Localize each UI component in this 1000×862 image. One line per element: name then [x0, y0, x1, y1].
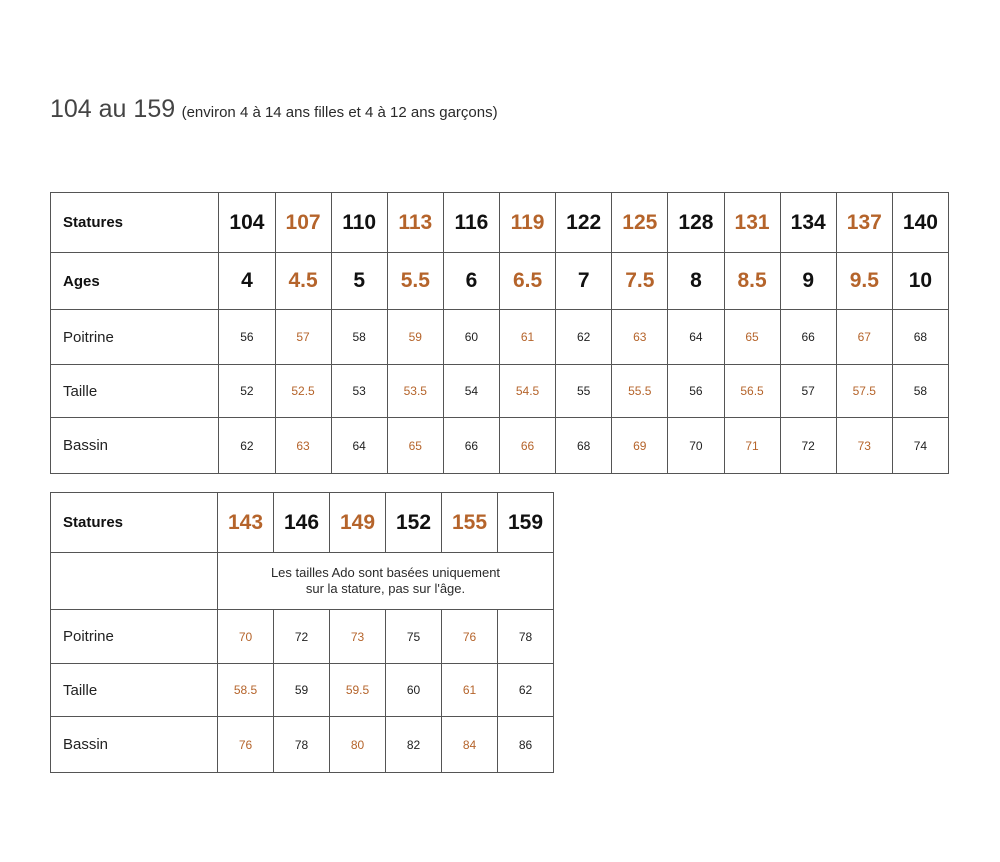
table2-row-note: [51, 553, 554, 610]
row-label-bassin: Bassin: [51, 717, 218, 773]
poitrine-value: 60: [443, 310, 499, 365]
poitrine-value: 64: [668, 310, 724, 365]
statures-value: 159: [498, 493, 554, 553]
bassin-value: 78: [274, 717, 330, 773]
statures-value: 107: [275, 193, 331, 253]
note-line-1: Les tailles Ado sont basées uniquement: [270, 565, 501, 580]
bassin-value: 74: [892, 418, 948, 474]
bassin-value: 65: [387, 418, 443, 474]
poitrine-value: 58: [331, 310, 387, 365]
bassin-value: 86: [498, 717, 554, 773]
statures-value: 155: [442, 493, 498, 553]
table1-row-statures: [51, 193, 949, 253]
ages-value: 8: [668, 253, 724, 310]
statures-value: 152: [386, 493, 442, 553]
bassin-value: 80: [330, 717, 386, 773]
ages-value: 8.5: [724, 253, 780, 310]
taille-value: 56.5: [724, 365, 780, 418]
table2-row-bassin: [51, 717, 554, 773]
ages-value: 5.5: [387, 253, 443, 310]
taille-value: 56: [668, 365, 724, 418]
table2-row-statures: [51, 493, 554, 553]
title-subtitle: (environ 4 à 14 ans filles et 4 à 12 ans garçons): [181, 104, 498, 121]
ages-value: 10: [892, 253, 948, 310]
statures-value: 113: [387, 193, 443, 253]
poitrine-value: 57: [275, 310, 331, 365]
poitrine-value: 62: [556, 310, 612, 365]
taille-value: 57: [780, 365, 836, 418]
bassin-value: 71: [724, 418, 780, 474]
ages-value: 6.5: [500, 253, 556, 310]
poitrine-value: 75: [386, 610, 442, 664]
title-main: 104 au 159: [50, 95, 176, 123]
table1-row-poitrine: [51, 310, 949, 365]
statures-value: 119: [500, 193, 556, 253]
row-label-bassin: Bassin: [51, 418, 219, 474]
row-label-statures: Statures: [51, 493, 218, 553]
bassin-value: 68: [556, 418, 612, 474]
taille-value: 58.5: [218, 664, 274, 717]
ages-value: 6: [443, 253, 499, 310]
statures-value: 146: [274, 493, 330, 553]
bassin-value: 66: [443, 418, 499, 474]
bassin-value: 73: [836, 418, 892, 474]
poitrine-value: 70: [218, 610, 274, 664]
row-label-taille: Taille: [51, 664, 218, 717]
statures-value: 104: [219, 193, 275, 253]
bassin-value: 64: [331, 418, 387, 474]
ages-value: 9: [780, 253, 836, 310]
ages-value: 4.5: [275, 253, 331, 310]
poitrine-value: 67: [836, 310, 892, 365]
taille-value: 52: [219, 365, 275, 418]
taille-value: 61: [442, 664, 498, 717]
ages-value: 4: [219, 253, 275, 310]
poitrine-value: 56: [219, 310, 275, 365]
statures-value: 143: [218, 493, 274, 553]
taille-value: 58: [892, 365, 948, 418]
ages-value: 9.5: [836, 253, 892, 310]
statures-value: 140: [892, 193, 948, 253]
taille-value: 59.5: [330, 664, 386, 717]
row-label-ages: Ages: [51, 253, 219, 310]
taille-value: 62: [498, 664, 554, 717]
statures-value: 125: [612, 193, 668, 253]
size-table-2: [50, 492, 554, 773]
statures-value: 122: [556, 193, 612, 253]
row-label-taille: Taille: [51, 365, 219, 418]
statures-value: 137: [836, 193, 892, 253]
taille-value: 54.5: [500, 365, 556, 418]
statures-value: 116: [443, 193, 499, 253]
poitrine-value: 76: [442, 610, 498, 664]
ado-size-note: [218, 553, 554, 610]
bassin-value: 84: [442, 717, 498, 773]
poitrine-value: 72: [274, 610, 330, 664]
poitrine-value: 68: [892, 310, 948, 365]
statures-value: 131: [724, 193, 780, 253]
row-label-poitrine: Poitrine: [51, 310, 219, 365]
table2-row-poitrine: [51, 610, 554, 664]
table2-row-taille: [51, 664, 554, 717]
ages-value: 7: [556, 253, 612, 310]
row-label-poitrine: Poitrine: [51, 610, 218, 664]
taille-value: 59: [274, 664, 330, 717]
bassin-value: 69: [612, 418, 668, 474]
page-title: [50, 95, 498, 124]
poitrine-value: 59: [387, 310, 443, 365]
bassin-value: 66: [500, 418, 556, 474]
statures-value: 128: [668, 193, 724, 253]
taille-value: 54: [443, 365, 499, 418]
empty-label-cell: [51, 553, 218, 610]
taille-value: 60: [386, 664, 442, 717]
poitrine-value: 65: [724, 310, 780, 365]
poitrine-value: 63: [612, 310, 668, 365]
ages-value: 7.5: [612, 253, 668, 310]
ages-value: 5: [331, 253, 387, 310]
bassin-value: 82: [386, 717, 442, 773]
statures-value: 134: [780, 193, 836, 253]
taille-value: 53: [331, 365, 387, 418]
poitrine-value: 78: [498, 610, 554, 664]
bassin-value: 63: [275, 418, 331, 474]
row-label-statures: Statures: [51, 193, 219, 253]
bassin-value: 62: [219, 418, 275, 474]
table1-row-taille: [51, 365, 949, 418]
table1-row-ages: [51, 253, 949, 310]
statures-value: 110: [331, 193, 387, 253]
bassin-value: 70: [668, 418, 724, 474]
poitrine-value: 73: [330, 610, 386, 664]
taille-value: 55.5: [612, 365, 668, 418]
size-table-1: [50, 192, 949, 474]
taille-value: 52.5: [275, 365, 331, 418]
note-line-2: sur la stature, pas sur l'âge.: [305, 581, 466, 596]
table1-row-bassin: [51, 418, 949, 474]
taille-value: 53.5: [387, 365, 443, 418]
bassin-value: 76: [218, 717, 274, 773]
taille-value: 57.5: [836, 365, 892, 418]
statures-value: 149: [330, 493, 386, 553]
poitrine-value: 66: [780, 310, 836, 365]
taille-value: 55: [556, 365, 612, 418]
poitrine-value: 61: [500, 310, 556, 365]
bassin-value: 72: [780, 418, 836, 474]
